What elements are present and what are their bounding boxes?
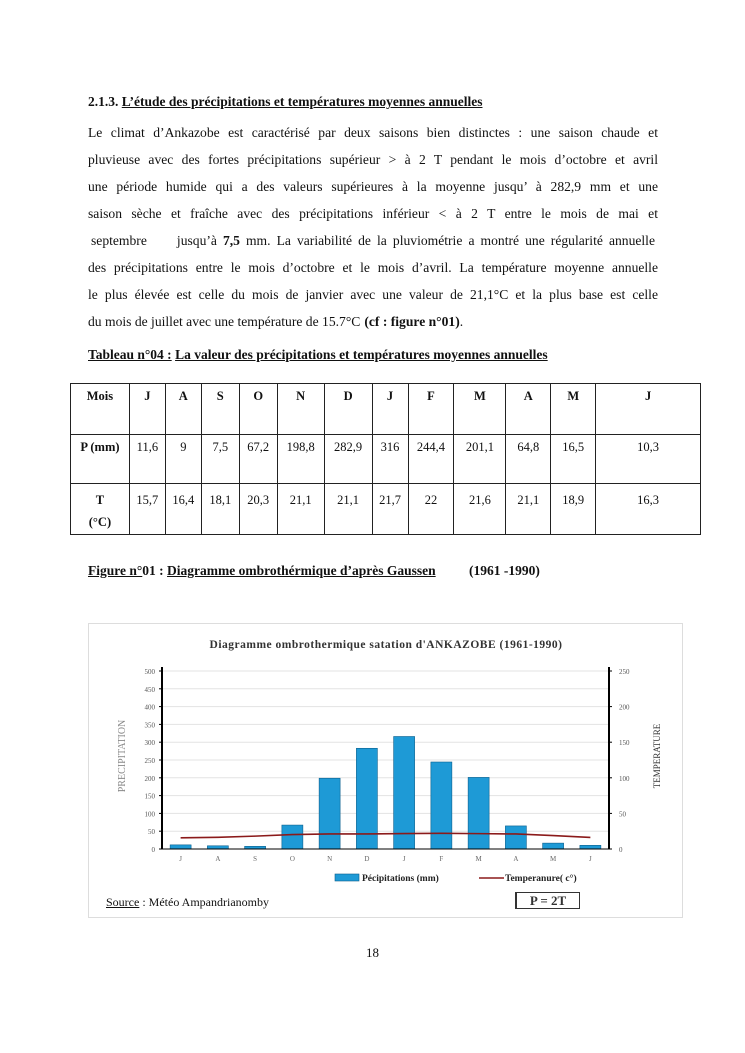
precip-cell: 64,8 xyxy=(506,435,551,484)
x-tick-label: A xyxy=(513,855,519,863)
paragraph-text: du mois de juillet avec une température de 15.7°C xyxy=(88,314,361,329)
x-tick-label: M xyxy=(475,855,482,863)
bold-text: 7,5 xyxy=(222,233,240,248)
y2-tick-label: 150 xyxy=(619,739,630,748)
month-header: J xyxy=(596,384,701,435)
figure-caption-label: Figure n° xyxy=(88,563,143,578)
chart-svg xyxy=(89,624,684,919)
table-caption-title: La valeur des précipitations et températures moyennes annuelles xyxy=(175,347,548,362)
y2-tick-label: 50 xyxy=(619,810,626,819)
paragraph-line xyxy=(88,200,658,227)
precip-bar xyxy=(394,737,415,849)
paragraph-line xyxy=(88,119,658,146)
temp-cell: 21,1 xyxy=(277,484,324,535)
t-unit: (°C) xyxy=(88,515,112,529)
precip-bar xyxy=(505,826,526,849)
y-tick-label: 250 xyxy=(144,757,155,765)
source-label: Source xyxy=(106,895,140,909)
month-header: J xyxy=(129,384,165,435)
temperature-line xyxy=(181,833,591,837)
figure-caption xyxy=(88,563,540,579)
precip-cell: 9 xyxy=(165,435,201,484)
t-label: T xyxy=(95,493,105,507)
month-header: M xyxy=(551,384,596,435)
y-tick-label: 200 xyxy=(144,774,155,783)
precip-bar xyxy=(319,778,340,849)
precip-bar xyxy=(468,777,489,849)
page-number: 18 xyxy=(366,945,379,960)
y-tick-label: 100 xyxy=(144,810,155,819)
temp-cell: 18,1 xyxy=(201,484,239,535)
row-label-p: P (mm) xyxy=(71,435,130,484)
precip-bar xyxy=(543,843,564,849)
body-paragraph xyxy=(88,119,658,335)
bold-text: (cf : figure n°01) xyxy=(364,314,460,329)
y-axis-label: PRECIPITATION xyxy=(117,719,128,793)
paragraph-line xyxy=(88,281,658,308)
paragraph-text: . xyxy=(459,314,464,329)
x-tick-label: J xyxy=(179,855,182,863)
precip-cell: 7,5 xyxy=(201,435,239,484)
x-tick-label: F xyxy=(439,855,444,863)
paragraph-line xyxy=(88,227,658,254)
x-tick-label: D xyxy=(364,855,370,863)
table-caption xyxy=(88,347,548,363)
precip-cell: 316 xyxy=(372,435,408,484)
month-header: A xyxy=(506,384,551,435)
month-header: A xyxy=(165,384,201,435)
temp-cell: 22 xyxy=(408,484,454,535)
paragraph-text: une période humide qui a des valeurs supérieures à la moyenne jusqu’ à 282,9 mm et une xyxy=(88,179,658,194)
y-tick-label: 50 xyxy=(148,828,155,837)
y-tick-label: 150 xyxy=(144,792,155,801)
y-tick-label: 450 xyxy=(144,685,155,694)
precip-cell: 244,4 xyxy=(408,435,454,484)
y-tick-label: 0 xyxy=(151,846,155,854)
y-tick-label: 500 xyxy=(144,668,155,676)
figure-caption-title: Diagramme ombrothérmique d’après Gaussen xyxy=(167,563,436,578)
figure-source xyxy=(106,895,269,910)
temp-cell: 21,7 xyxy=(372,484,408,535)
y2-axis-label: TEMPERATURE xyxy=(652,723,662,789)
section-number: 2.1.3. xyxy=(88,94,119,109)
temp-cell: 16,3 xyxy=(596,484,701,535)
x-tick-label: M xyxy=(550,855,557,863)
table-header-row xyxy=(71,384,701,435)
y2-tick-label: 200 xyxy=(619,703,630,712)
precip-bar xyxy=(170,845,191,849)
header-mois: Mois xyxy=(71,384,130,435)
source-text: : Météo Ampandrianomby xyxy=(139,895,269,909)
precip-cell: 201,1 xyxy=(454,435,506,484)
paragraph-line xyxy=(88,146,658,173)
table-row-precipitation xyxy=(71,435,701,484)
figure-caption-period: (1961 -1990) xyxy=(469,563,540,578)
precip-cell: 11,6 xyxy=(129,435,165,484)
table-row-temperature xyxy=(71,484,701,535)
precip-cell: 10,3 xyxy=(596,435,701,484)
y2-tick-label: 100 xyxy=(619,774,630,783)
formula-box: P = 2T xyxy=(515,892,580,909)
temp-cell: 20,3 xyxy=(239,484,277,535)
paragraph-text: septembre jusqu’à xyxy=(91,233,217,248)
month-header: D xyxy=(324,384,372,435)
x-tick-label: J xyxy=(589,855,592,863)
figure-caption-num: 01 : xyxy=(142,563,164,578)
paragraph-text: pluvieuse avec des fortes précipitations supérieur > à 2 T pendant le mois d’octobre et avril xyxy=(88,152,658,167)
precip-bar xyxy=(431,762,452,849)
paragraph-text: des précipitations entre le mois d’octobre et le mois d’avril. La température moyenne annuelle xyxy=(88,260,658,275)
x-tick-label: J xyxy=(402,855,406,863)
paragraph-text: Le climat d’Ankazobe est caractérisé par deux saisons bien distinctes : une saison chaude et xyxy=(88,125,658,140)
paragraph-text: saison sèche et fraîche avec des précipitations inférieur < à 2 T entre le mois de mai et xyxy=(88,206,658,221)
temp-cell: 21,6 xyxy=(454,484,506,535)
paragraph-line xyxy=(88,254,658,281)
paragraph-text: le plus élevée est celle du mois de janvier avec une valeur de 21,1°C et la plus base est celle xyxy=(88,287,658,302)
precip-cell: 282,9 xyxy=(324,435,372,484)
precip-bar xyxy=(580,845,601,849)
section-heading xyxy=(88,94,482,110)
climate-table xyxy=(70,383,701,535)
legend-precip-label: Pécipitations (mm) xyxy=(362,874,439,884)
x-tick-label: S xyxy=(253,855,258,863)
x-tick-label: N xyxy=(327,855,333,863)
y2-tick-label: 250 xyxy=(619,668,630,676)
month-header: S xyxy=(201,384,239,435)
precip-cell: 67,2 xyxy=(239,435,277,484)
legend-temp-label: Temperanure( c°) xyxy=(505,874,577,884)
precip-bar xyxy=(282,825,303,849)
temp-cell: 21,1 xyxy=(506,484,551,535)
precip-cell: 16,5 xyxy=(551,435,596,484)
chart-title: Diagramme ombrothermique satation d'ANKAZOBE (1961-1990) xyxy=(209,639,563,651)
month-header: M xyxy=(454,384,506,435)
y-tick-label: 400 xyxy=(144,703,155,712)
paragraph-text: mm. La variabilité de la pluviométrie a montré une régularité annuelle xyxy=(245,233,655,248)
month-header: O xyxy=(239,384,277,435)
row-label-t xyxy=(71,484,130,535)
month-header: F xyxy=(408,384,454,435)
precip-cell: 198,8 xyxy=(277,435,324,484)
legend-precip-swatch xyxy=(335,874,359,881)
temp-cell: 21,1 xyxy=(324,484,372,535)
temp-cell: 16,4 xyxy=(165,484,201,535)
x-tick-label: O xyxy=(289,855,295,863)
ombrothermic-chart xyxy=(88,623,683,918)
paragraph-line xyxy=(88,308,658,335)
temp-cell: 18,9 xyxy=(551,484,596,535)
y2-tick-label: 0 xyxy=(619,846,623,854)
section-title: L’étude des précipitations et températures moyennes annuelles xyxy=(121,94,483,109)
x-tick-label: A xyxy=(215,855,221,863)
month-header: J xyxy=(372,384,408,435)
table-caption-label: Tableau n°04 : xyxy=(88,347,172,362)
paragraph-line xyxy=(88,173,658,200)
y-tick-label: 350 xyxy=(144,721,155,730)
month-header: N xyxy=(277,384,324,435)
y-tick-label: 300 xyxy=(144,739,155,748)
temp-cell: 15,7 xyxy=(129,484,165,535)
